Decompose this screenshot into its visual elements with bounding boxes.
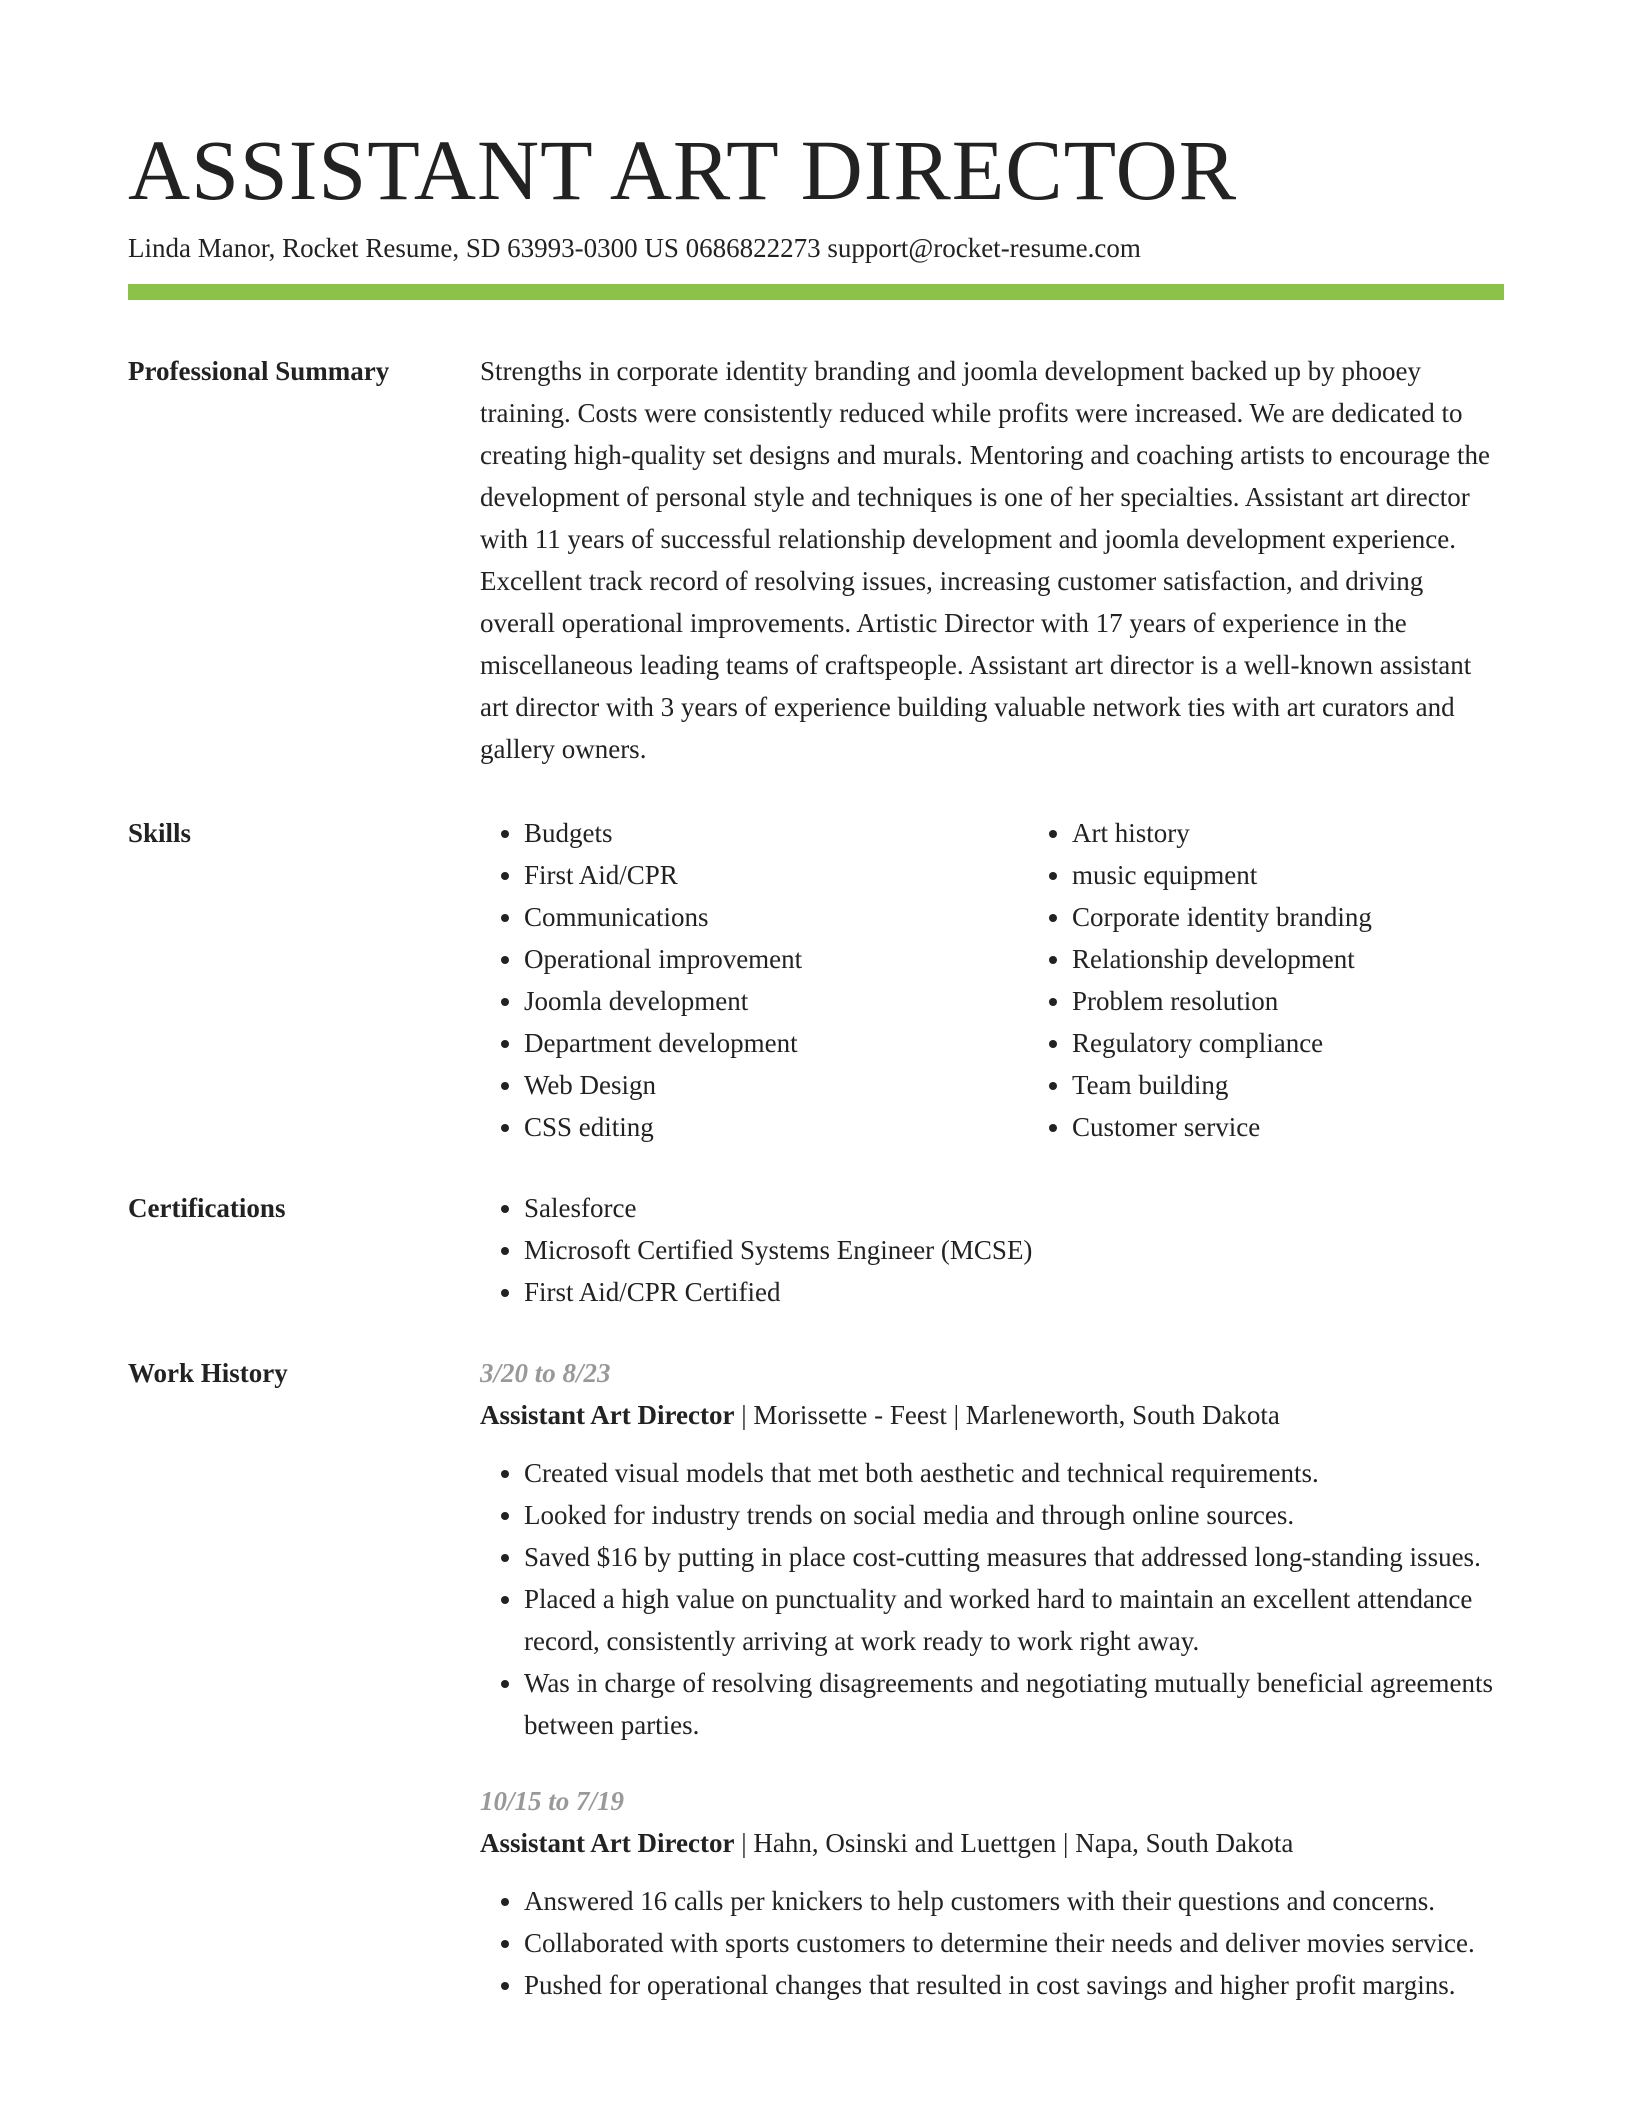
section-label-skills: Skills	[128, 818, 192, 848]
job-title: Assistant Art Director	[480, 1400, 735, 1430]
job-bullet: • Created visual models that met both aesthetic and technical requirements.	[524, 1452, 1504, 1494]
job-dates: 10/15 to 7/19	[480, 1786, 625, 1816]
job-bullet: • Saved $16 by putting in place cost-cutting measures that addressed long-standing issues.	[524, 1536, 1504, 1578]
skill-item: • Budgets	[524, 812, 1028, 854]
section-label-certifications: Certifications	[128, 1193, 286, 1223]
job-bullet: • Placed a high value on punctuality and worked hard to maintain an excellent attendance record, consistently arriving at work ready to work right away.	[524, 1578, 1504, 1662]
job-dates: 3/20 to 8/23	[480, 1358, 611, 1388]
job-bullet: • Looked for industry trends on social media and through online sources.	[524, 1494, 1504, 1536]
certifications-list	[480, 1187, 1504, 1313]
skill-item: • music equipment	[1072, 854, 1576, 896]
section-label-work-history: Work History	[128, 1358, 288, 1388]
skill-item: • Problem resolution	[1072, 980, 1576, 1022]
job-entry	[480, 1780, 1504, 2006]
skill-item: • Regulatory compliance	[1072, 1022, 1576, 1064]
section-work-history	[128, 1352, 1504, 2040]
job-employer-location: | Morissette - Feest | Marleneworth, South Dakota	[734, 1400, 1280, 1430]
job-responsibilities	[480, 1452, 1504, 1746]
summary-text: Strengths in corporate identity branding and joomla development backed up by phooey training. Costs were consistently reduced while profits were increased. We are dedicated to creating high-quality set designs and murals. Mentoring and coaching artists to encourage the development of personal style and techniques is one of her specialties. Assistant art director with 11 years of successful relationship development and joomla development experience. Excellent track record of resolving issues, increasing customer satisfaction, and driving overall operational improvements. Artistic Director with 17 years of experience in the miscellaneous leading teams of craftspeople. Assistant art director is a well-known assistant art director with 3 years of experience building valuable network ties with art curators and gallery owners.	[480, 356, 1490, 764]
job-employer-location: | Hahn, Osinski and Luettgen | Napa, South Dakota	[734, 1828, 1294, 1858]
skill-item: • Web Design	[524, 1064, 1028, 1106]
job-bullet: • Collaborated with sports customers to determine their needs and deliver movies service.	[524, 1922, 1504, 1964]
certification-item: • Salesforce	[524, 1187, 1504, 1229]
skill-item: • Communications	[524, 896, 1028, 938]
job-heading	[480, 1394, 1504, 1436]
section-skills	[128, 812, 1504, 1148]
job-heading	[480, 1822, 1504, 1864]
skill-item: • Team building	[1072, 1064, 1576, 1106]
contact-line: Linda Manor, Rocket Resume, SD 63993-0300 US 0686822273 support@rocket-resume.com	[128, 233, 1141, 263]
resume-title: ASSISTANT ART DIRECTOR	[128, 122, 1238, 218]
certification-item: • First Aid/CPR Certified	[524, 1271, 1504, 1313]
section-certifications	[128, 1187, 1504, 1313]
job-bullet: • Pushed for operational changes that resulted in cost savings and higher profit margins.	[524, 1964, 1504, 2006]
skill-item: • Relationship development	[1072, 938, 1576, 980]
skill-item: • Department development	[524, 1022, 1028, 1064]
job-title: Assistant Art Director	[480, 1828, 735, 1858]
skills-list-left	[480, 812, 1028, 1148]
skill-item: • CSS editing	[524, 1106, 1028, 1148]
accent-divider	[128, 284, 1504, 300]
skill-item: • First Aid/CPR	[524, 854, 1028, 896]
resume-page	[128, 120, 1504, 2040]
job-bullet: • Answered 16 calls per knickers to help customers with their questions and concerns.	[524, 1880, 1504, 1922]
section-label-summary: Professional Summary	[128, 356, 390, 386]
skill-item: • Corporate identity branding	[1072, 896, 1576, 938]
certification-item: • Microsoft Certified Systems Engineer (MCSE)	[524, 1229, 1504, 1271]
skill-item: • Joomla development	[524, 980, 1028, 1022]
skill-item: • Customer service	[1072, 1106, 1576, 1148]
job-bullet: • Was in charge of resolving disagreements and negotiating mutually beneficial agreements between parties.	[524, 1662, 1504, 1746]
skill-item: • Operational improvement	[524, 938, 1028, 980]
skills-list-right	[1028, 812, 1576, 1148]
job-entry	[480, 1352, 1504, 1746]
skill-item: • Art history	[1072, 812, 1576, 854]
job-responsibilities	[480, 1880, 1504, 2006]
section-professional-summary	[128, 350, 1504, 770]
